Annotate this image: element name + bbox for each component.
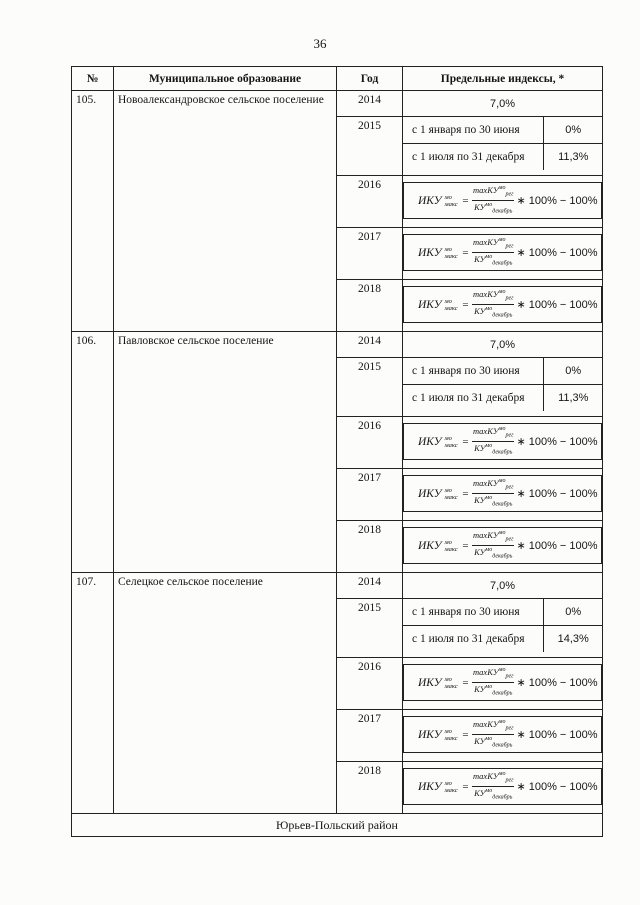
formula-box (403, 423, 602, 460)
value-first-half: 0% (543, 599, 603, 626)
year-cell: 2016 (337, 658, 403, 710)
table-row (72, 91, 603, 117)
period-second: с 1 июля по 31 декабря (403, 144, 543, 171)
iku-formula: ИКУ мо макс = $\frac{\max KУ^{мо}_{рег}}{КУ^{мо}_{декабрь}}$ ∗ 100% − 100% (418, 478, 598, 508)
value-first-half: 0% (543, 358, 603, 385)
year-cell: 2018 (337, 762, 403, 814)
municipality-name: Селецкое сельское поселение (114, 573, 337, 814)
iku-formula: ИКУ мо макс = $\frac{\max KУ^{мо}_{рег}}{КУ^{мо}_{декабрь}}$ ∗ 100% − 100% (418, 530, 598, 560)
index-value: 7,0% (403, 332, 603, 358)
municipality-name: Новоалександровское сельское поселение (114, 91, 337, 332)
header-year: Год (337, 67, 403, 91)
formula-cell (403, 710, 603, 762)
formula-cell (403, 762, 603, 814)
row-number: 106. (72, 332, 114, 573)
value-second-half: 11,3% (543, 385, 603, 412)
formula-cell (403, 228, 603, 280)
municipality-name: Павловское сельское поселение (114, 332, 337, 573)
value-second-half: 11,3% (543, 144, 603, 171)
half-year-cell (403, 358, 603, 417)
year-cell: 2014 (337, 332, 403, 358)
formula-box (403, 234, 602, 271)
year-cell: 2014 (337, 91, 403, 117)
year-cell: 2016 (337, 417, 403, 469)
iku-formula: ИКУ мо макс = $\frac{\max KУ^{мо}_{рег}}{КУ^{мо}_{декабрь}}$ ∗ 100% − 100% (418, 667, 598, 697)
page-number: 36 (313, 36, 327, 51)
formula-cell (403, 176, 603, 228)
period-second: с 1 июля по 31 декабря (403, 385, 543, 412)
header-municipality: Муниципальное образование (114, 67, 337, 91)
formula-box (403, 664, 602, 701)
period-first: с 1 января по 30 июня (403, 599, 543, 626)
formula-box (403, 768, 602, 805)
formula-box (403, 716, 602, 753)
half-year-cell (403, 599, 603, 658)
formula-box (403, 527, 602, 564)
period-first: с 1 января по 30 июня (403, 358, 543, 385)
iku-formula: ИКУ мо макс = $\frac{\max KУ^{мо}_{рег}}{КУ^{мо}_{декабрь}}$ ∗ 100% − 100% (418, 237, 598, 267)
index-value: 7,0% (403, 91, 603, 117)
value-second-half: 14,3% (543, 626, 603, 653)
header-num: № (72, 67, 114, 91)
iku-formula: ИКУ мо макс = $\frac{\max KУ^{мо}_{рег}}{КУ^{мо}_{декабрь}}$ ∗ 100% − 100% (418, 289, 598, 319)
year-cell: 2015 (337, 599, 403, 658)
year-cell: 2014 (337, 573, 403, 599)
year-cell: 2017 (337, 710, 403, 762)
formula-box (403, 182, 602, 219)
formula-cell (403, 658, 603, 710)
value-first-half: 0% (543, 117, 603, 144)
period-second: с 1 июля по 31 декабря (403, 626, 543, 653)
formula-box (403, 475, 602, 512)
half-year-table (403, 117, 603, 170)
table-row (72, 573, 603, 599)
table-row (72, 332, 603, 358)
district-name: Юрьев-Польский район (72, 814, 603, 837)
iku-formula: ИКУ мо макс = $\frac{\max KУ^{мо}_{рег}}{КУ^{мо}_{декабрь}}$ ∗ 100% − 100% (418, 185, 598, 215)
formula-cell (403, 521, 603, 573)
header-indices: Предельные индексы, * (403, 67, 603, 91)
iku-formula: ИКУ мо макс = $\frac{\max KУ^{мо}_{рег}}{КУ^{мо}_{декабрь}}$ ∗ 100% − 100% (418, 426, 598, 456)
row-number: 105. (72, 91, 114, 332)
year-cell: 2016 (337, 176, 403, 228)
table-header (72, 67, 603, 91)
iku-formula: ИКУ мо макс = $\frac{\max KУ^{мо}_{рег}}{КУ^{мо}_{декабрь}}$ ∗ 100% − 100% (418, 719, 598, 749)
year-cell: 2017 (337, 469, 403, 521)
year-cell: 2015 (337, 358, 403, 417)
footer-row (72, 814, 603, 837)
year-cell: 2018 (337, 521, 403, 573)
formula-cell (403, 280, 603, 332)
tariff-index-table (71, 66, 603, 837)
iku-formula: ИКУ мо макс = $\frac{\max KУ^{мо}_{рег}}{КУ^{мо}_{декабрь}}$ ∗ 100% − 100% (418, 771, 598, 801)
formula-box (403, 286, 602, 323)
index-value: 7,0% (403, 573, 603, 599)
year-cell: 2015 (337, 117, 403, 176)
formula-cell (403, 417, 603, 469)
period-first: с 1 января по 30 июня (403, 117, 543, 144)
formula-cell (403, 469, 603, 521)
half-year-table (403, 358, 603, 411)
row-number: 107. (72, 573, 114, 814)
half-year-table (403, 599, 603, 652)
year-cell: 2017 (337, 228, 403, 280)
year-cell: 2018 (337, 280, 403, 332)
half-year-cell (403, 117, 603, 176)
